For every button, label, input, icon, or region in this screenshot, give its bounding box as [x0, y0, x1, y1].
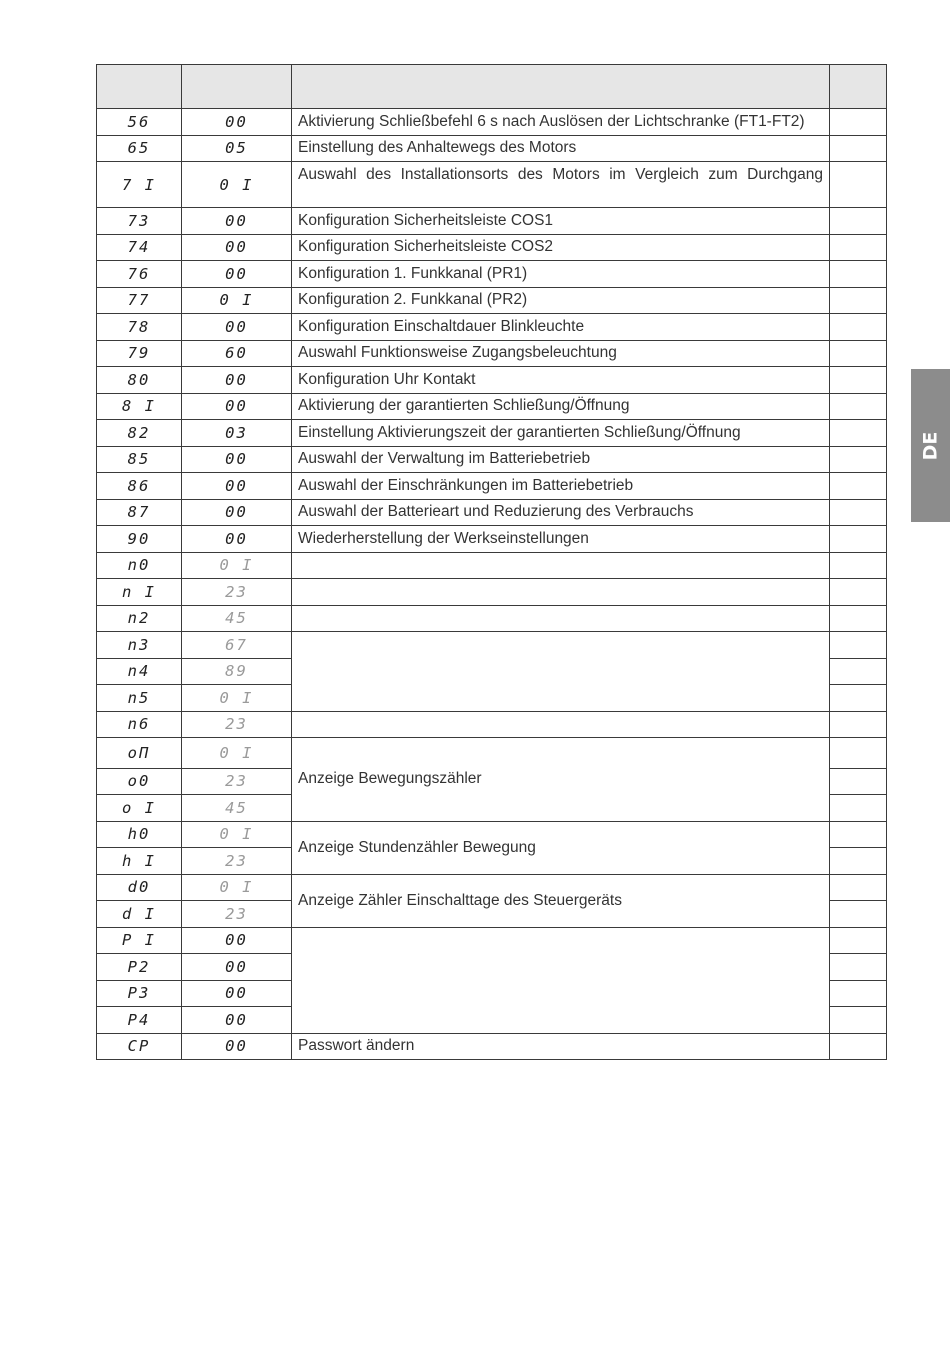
table-row — [97, 473, 887, 500]
parameter-value: 00 — [182, 314, 292, 341]
empty-cell — [830, 1007, 887, 1034]
parameter-code: n5 — [97, 685, 182, 712]
parameter-value: 0 I — [182, 552, 292, 579]
parameter-description: Konfiguration Sicherheitsleiste COS2 — [292, 234, 830, 261]
empty-cell — [830, 1033, 887, 1060]
empty-cell — [830, 135, 887, 162]
parameter-description: Anzeige Stundenzähler Bewegung — [292, 821, 830, 874]
table-row — [97, 632, 887, 659]
table-row — [97, 927, 887, 954]
parameter-value: 00 — [182, 1007, 292, 1034]
table-row — [97, 1033, 887, 1060]
parameter-value: 00 — [182, 499, 292, 526]
table-row — [97, 579, 887, 606]
parameter-code: P2 — [97, 954, 182, 981]
parameter-value: 23 — [182, 711, 292, 738]
parameter-code: 90 — [97, 526, 182, 553]
table-row — [97, 162, 887, 208]
table-row — [97, 109, 887, 136]
table-row — [97, 367, 887, 394]
empty-cell — [830, 927, 887, 954]
parameter-description: Aktivierung der garantierten Schließung/Öffnung — [292, 393, 830, 420]
table-row — [97, 135, 887, 162]
parameter-description: Konfiguration 1. Funkkanal (PR1) — [292, 261, 830, 288]
parameter-code: 87 — [97, 499, 182, 526]
table-row — [97, 821, 887, 848]
parameter-code: n I — [97, 579, 182, 606]
empty-cell — [830, 314, 887, 341]
parameter-value: 0 I — [182, 874, 292, 901]
parameter-value: 0 I — [182, 685, 292, 712]
header-cell — [830, 65, 887, 109]
parameter-value: 00 — [182, 208, 292, 235]
parameter-code: n4 — [97, 658, 182, 685]
table-row — [97, 526, 887, 553]
parameter-value: 00 — [182, 980, 292, 1007]
parameter-value: 00 — [182, 234, 292, 261]
parameter-description — [292, 579, 830, 606]
empty-cell — [830, 711, 887, 738]
parameter-description — [292, 605, 830, 632]
empty-cell — [830, 821, 887, 848]
parameter-value: 60 — [182, 340, 292, 367]
parameter-value: 00 — [182, 1033, 292, 1060]
parameter-code: h I — [97, 848, 182, 875]
header-cell — [182, 65, 292, 109]
empty-cell — [830, 446, 887, 473]
table-header-row — [97, 65, 887, 109]
parameter-code: h0 — [97, 821, 182, 848]
parameter-value: 45 — [182, 605, 292, 632]
parameter-description: Wiederherstellung der Werkseinstellungen — [292, 526, 830, 553]
table-row — [97, 605, 887, 632]
parameter-code: o I — [97, 795, 182, 822]
parameter-description: Passwort ändern — [292, 1033, 830, 1060]
parameter-value: 0 I — [182, 738, 292, 769]
parameter-value: 67 — [182, 632, 292, 659]
table-row — [97, 234, 887, 261]
parameter-value: 00 — [182, 367, 292, 394]
parameter-description: Einstellung Aktivierungszeit der garantierten Schließung/Öffnung — [292, 420, 830, 447]
language-tab — [911, 369, 950, 522]
table-row — [97, 287, 887, 314]
parameter-description: Einstellung des Anhaltewegs des Motors — [292, 135, 830, 162]
parameter-code: 82 — [97, 420, 182, 447]
table-row — [97, 499, 887, 526]
parameter-description: Anzeige Bewegungszähler — [292, 738, 830, 822]
table-row — [97, 552, 887, 579]
parameter-value: 45 — [182, 795, 292, 822]
empty-cell — [830, 768, 887, 795]
empty-cell — [830, 658, 887, 685]
parameter-code: 85 — [97, 446, 182, 473]
empty-cell — [830, 234, 887, 261]
empty-cell — [830, 579, 887, 606]
parameter-description: Konfiguration Einschaltdauer Blinkleuchte — [292, 314, 830, 341]
empty-cell — [830, 287, 887, 314]
empty-cell — [830, 340, 887, 367]
parameter-value: 00 — [182, 446, 292, 473]
empty-cell — [830, 901, 887, 928]
empty-cell — [830, 848, 887, 875]
parameter-table — [96, 64, 887, 1060]
parameter-value: 00 — [182, 526, 292, 553]
table-row — [97, 340, 887, 367]
empty-cell — [830, 552, 887, 579]
empty-cell — [830, 473, 887, 500]
parameter-value: 00 — [182, 109, 292, 136]
parameter-description — [292, 927, 830, 1033]
parameter-code: 79 — [97, 340, 182, 367]
parameter-description: Konfiguration 2. Funkkanal (PR2) — [292, 287, 830, 314]
parameter-code: 76 — [97, 261, 182, 288]
table-row — [97, 874, 887, 901]
parameter-code: 65 — [97, 135, 182, 162]
parameter-code: n2 — [97, 605, 182, 632]
parameter-value: 00 — [182, 261, 292, 288]
parameter-description: Auswahl der Verwaltung im Batteriebetrieb — [292, 446, 830, 473]
parameter-code: P I — [97, 927, 182, 954]
parameter-code: o0 — [97, 768, 182, 795]
parameter-value: 00 — [182, 473, 292, 500]
language-tab-label: DE — [919, 431, 942, 460]
parameter-description: Anzeige Zähler Einschalttage des Steuergeräts — [292, 874, 830, 927]
parameter-value: 23 — [182, 848, 292, 875]
empty-cell — [830, 685, 887, 712]
parameter-value: 0 I — [182, 821, 292, 848]
parameter-code: 74 — [97, 234, 182, 261]
parameter-code: P3 — [97, 980, 182, 1007]
empty-cell — [830, 208, 887, 235]
parameter-description: Auswahl der Batterieart und Reduzierung des Verbrauchs — [292, 499, 830, 526]
parameter-value: 23 — [182, 901, 292, 928]
parameter-value: 00 — [182, 393, 292, 420]
header-cell — [97, 65, 182, 109]
table-row — [97, 208, 887, 235]
parameter-code: 77 — [97, 287, 182, 314]
empty-cell — [830, 795, 887, 822]
empty-cell — [830, 526, 887, 553]
parameter-description: Auswahl Funktionsweise Zugangsbeleuchtung — [292, 340, 830, 367]
table-row — [97, 314, 887, 341]
empty-cell — [830, 738, 887, 769]
empty-cell — [830, 980, 887, 1007]
header-cell — [292, 65, 830, 109]
parameter-code: P4 — [97, 1007, 182, 1034]
empty-cell — [830, 261, 887, 288]
empty-cell — [830, 367, 887, 394]
empty-cell — [830, 393, 887, 420]
parameter-code: 73 — [97, 208, 182, 235]
table-row — [97, 738, 887, 769]
parameter-value: 23 — [182, 579, 292, 606]
parameter-description: Auswahl des Installationsorts des Motors im Vergleich zum Durchgang — [292, 162, 830, 208]
empty-cell — [830, 420, 887, 447]
parameter-code: 86 — [97, 473, 182, 500]
parameter-code: 56 — [97, 109, 182, 136]
parameter-value: 0 I — [182, 162, 292, 208]
parameter-value: 03 — [182, 420, 292, 447]
parameter-description — [292, 632, 830, 712]
empty-cell — [830, 874, 887, 901]
parameter-code: d I — [97, 901, 182, 928]
parameter-description — [292, 552, 830, 579]
parameter-code: n6 — [97, 711, 182, 738]
empty-cell — [830, 109, 887, 136]
table-row — [97, 261, 887, 288]
empty-cell — [830, 954, 887, 981]
parameter-value: 05 — [182, 135, 292, 162]
parameter-description: Konfiguration Uhr Kontakt — [292, 367, 830, 394]
parameter-code: 78 — [97, 314, 182, 341]
empty-cell — [830, 605, 887, 632]
parameter-description: Konfiguration Sicherheitsleiste COS1 — [292, 208, 830, 235]
parameter-value: 00 — [182, 927, 292, 954]
empty-cell — [830, 162, 887, 208]
parameter-value: 0 I — [182, 287, 292, 314]
parameter-value: 00 — [182, 954, 292, 981]
table-row — [97, 420, 887, 447]
parameter-value: 23 — [182, 768, 292, 795]
table-row — [97, 711, 887, 738]
parameter-code: 80 — [97, 367, 182, 394]
parameter-code: CP — [97, 1033, 182, 1060]
table-row — [97, 393, 887, 420]
table-row — [97, 446, 887, 473]
parameter-description: Auswahl der Einschränkungen im Batteriebetrieb — [292, 473, 830, 500]
parameter-code: n3 — [97, 632, 182, 659]
parameter-description — [292, 711, 830, 738]
parameter-code: d0 — [97, 874, 182, 901]
parameter-code: 7 I — [97, 162, 182, 208]
parameter-value: 89 — [182, 658, 292, 685]
empty-cell — [830, 632, 887, 659]
empty-cell — [830, 499, 887, 526]
parameter-description: Aktivierung Schließbefehl 6 s nach Auslösen der Lichtschranke (FT1-FT2) — [292, 109, 830, 136]
parameter-code: n0 — [97, 552, 182, 579]
parameter-code: 8 I — [97, 393, 182, 420]
parameter-code: oΠ — [97, 738, 182, 769]
